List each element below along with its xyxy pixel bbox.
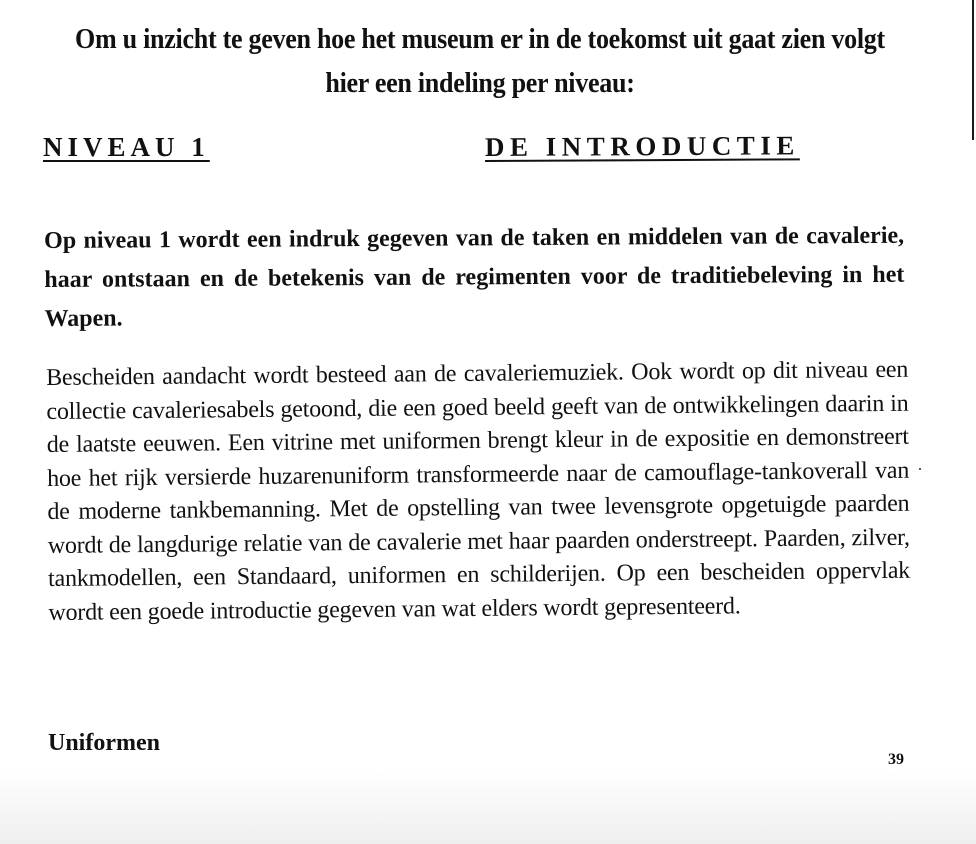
- level-title: DE INTRODUCTIE: [484, 130, 800, 162]
- intro-text: Om u inzicht te geven hoe het museum er in de toekomst uit gaat zien volgt hier een indeling per niveau:: [75, 24, 885, 99]
- level-heading: NIVEAU 1: [43, 132, 210, 162]
- page-number: 39: [888, 751, 904, 768]
- body-paragraph: Bescheiden aandacht wordt besteed aan de cavaleriemuziek. Ook wordt op dit niveau een collectie cavaleriesabels getoond, die een goed beeld geeft van de ontwikkelingen daarin in de laatste eeuwen. Een vitrine met uniformen brengt kleur in de expositie en demonstreert hoe het rijk versierde huzarenuniform transformeerde naar de camouflage-tankoverall van de moderne tankbemanning. Met de opstelling van twee levensgrote opgetuigde paarden wordt de langdurige relatie van de cavalerie met haar paarden onderstreept. Paarden, zilver, tankmodellen, een Standaard, uniformen en schilderijen. Op een bescheiden oppervlak wordt een goede introductie gegeven van wat elders wordt gepresenteerd.: [46, 356, 911, 626]
- scan-speck: [919, 468, 921, 470]
- section-heading: Uniformen: [48, 730, 160, 756]
- lead-paragraph: Op niveau 1 wordt een indruk gegeven van de taken en middelen van de cavalerie, haar ontstaan en de betekenis van de regimenten voor de traditiebeleving in het Wapen.: [44, 222, 905, 332]
- page-edge-line: [972, 0, 974, 140]
